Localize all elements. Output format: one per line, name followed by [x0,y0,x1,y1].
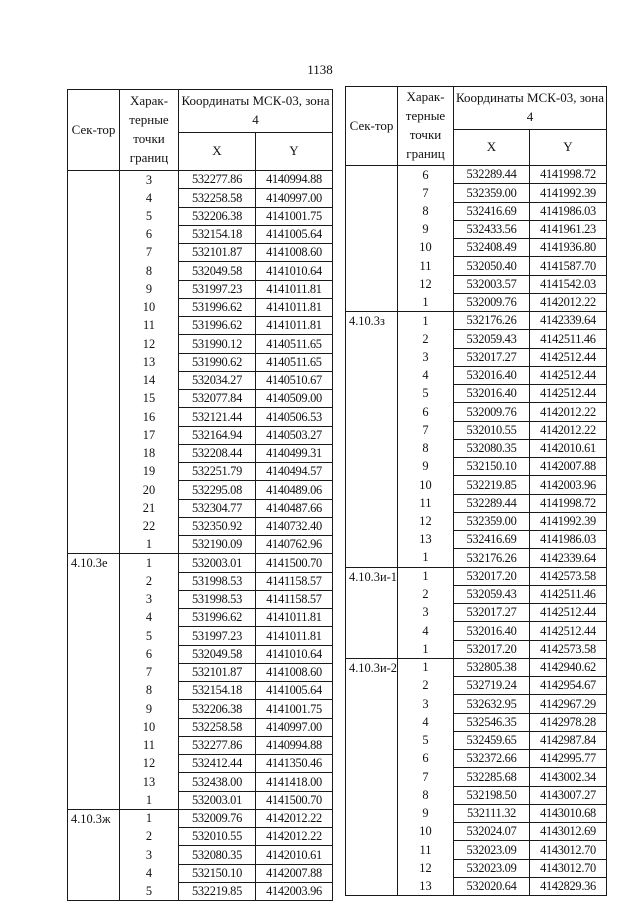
x-coordinate-cell: 532251.79 [179,463,256,481]
point-number-cell: 3 [120,171,179,189]
y-coordinate-cell: 4141011.81 [256,280,333,298]
x-coordinate-cell: 532034.27 [179,371,256,389]
point-number-cell: 3 [120,846,179,864]
point-number-cell: 9 [398,804,454,822]
y-coordinate-cell: 4141158.57 [256,572,333,590]
x-coordinate-cell: 532009.76 [454,293,530,311]
y-coordinate-cell: 4140511.65 [256,353,333,371]
x-coordinate-cell: 532016.40 [454,385,530,403]
x-coordinate-cell: 532277.86 [179,736,256,754]
y-coordinate-cell: 4141418.00 [256,773,333,791]
y-coordinate-cell: 4143012.70 [530,841,607,859]
table-row [346,567,607,585]
x-coordinate-cell: 532304.77 [179,499,256,517]
x-coordinate-cell: 532176.26 [454,312,530,330]
x-coordinate-cell: 532016.40 [454,622,530,640]
y-coordinate-cell: 4140506.53 [256,408,333,426]
point-number-cell: 1 [398,312,454,330]
y-coordinate-cell: 4141011.81 [256,627,333,645]
y-coordinate-cell: 4141542.03 [530,275,607,293]
y-coordinate-cell: 4142012.22 [256,828,333,846]
y-coordinate-cell: 4143012.69 [530,823,607,841]
x-coordinate-cell: 532154.18 [179,682,256,700]
x-coordinate-cell: 532219.85 [179,882,256,900]
point-number-cell: 2 [398,585,454,603]
y-coordinate-cell: 4141992.39 [530,512,607,530]
y-coordinate-cell: 4140510.67 [256,371,333,389]
x-coordinate-cell: 532289.44 [454,166,530,184]
y-coordinate-cell: 4141005.64 [256,225,333,243]
y-coordinate-cell: 4141936.80 [530,239,607,257]
y-coordinate-cell: 4142003.96 [256,882,333,900]
point-number-cell: 8 [398,202,454,220]
x-coordinate-cell: 532719.24 [454,677,530,695]
point-number-cell: 2 [120,828,179,846]
point-number-cell: 6 [120,225,179,243]
y-coordinate-cell: 4142339.64 [530,549,607,567]
point-number-cell: 11 [120,317,179,335]
x-coordinate-cell: 532017.27 [454,604,530,622]
point-number-cell: 1 [398,640,454,658]
x-coordinate-cell: 532017.20 [454,640,530,658]
point-number-cell: 17 [120,426,179,444]
point-number-cell: 2 [398,677,454,695]
y-coordinate-cell: 4142007.88 [530,458,607,476]
point-number-cell: 8 [120,262,179,280]
x-coordinate-cell: 532059.43 [454,585,530,603]
y-coordinate-cell: 4140994.88 [256,171,333,189]
y-coordinate-cell: 4140511.65 [256,335,333,353]
point-number-cell: 7 [120,244,179,262]
point-number-cell: 12 [120,755,179,773]
point-number-cell: 9 [398,458,454,476]
x-coordinate-cell: 532009.76 [454,403,530,421]
point-number-cell: 1 [120,791,179,809]
point-number-cell: 1 [120,536,179,554]
y-coordinate-cell: 4141986.03 [530,531,607,549]
x-coordinate-cell: 532805.38 [454,658,530,676]
point-number-cell: 12 [120,335,179,353]
x-coordinate-cell: 532546.35 [454,713,530,731]
x-coordinate-cell: 532164.94 [179,426,256,444]
x-coordinate-cell: 531996.62 [179,609,256,627]
point-number-cell: 22 [120,517,179,535]
y-coordinate-cell: 4143002.34 [530,768,607,786]
point-number-cell: 3 [398,604,454,622]
header-coordinates: Координаты МСК-03, зона 4 [179,90,333,133]
x-coordinate-cell: 531996.62 [179,298,256,316]
header-coordinates: Координаты МСК-03, зона 4 [454,87,607,130]
point-number-cell: 1 [398,567,454,585]
x-coordinate-cell: 532050.40 [454,257,530,275]
point-number-cell: 5 [120,627,179,645]
y-coordinate-cell: 4142012.22 [530,421,607,439]
x-coordinate-cell: 532176.26 [454,549,530,567]
x-coordinate-cell: 532408.49 [454,239,530,257]
x-coordinate-cell: 532372.66 [454,750,530,768]
header-y: Y [530,130,607,166]
y-coordinate-cell: 4141961.23 [530,220,607,238]
sector-cell [346,166,398,312]
x-coordinate-cell: 532350.92 [179,517,256,535]
x-coordinate-cell: 532077.84 [179,390,256,408]
point-number-cell: 7 [398,184,454,202]
x-coordinate-cell: 532150.10 [454,458,530,476]
y-coordinate-cell: 4141986.03 [530,202,607,220]
x-coordinate-cell: 532206.38 [179,207,256,225]
y-coordinate-cell: 4140997.00 [256,718,333,736]
point-number-cell: 12 [398,275,454,293]
x-coordinate-cell: 532154.18 [179,225,256,243]
x-coordinate-cell: 532121.44 [179,408,256,426]
x-coordinate-cell: 532258.58 [179,718,256,736]
x-coordinate-cell: 531998.53 [179,590,256,608]
y-coordinate-cell: 4141350.46 [256,755,333,773]
sector-cell: 4.10.3и-2 [346,658,398,895]
point-number-cell: 18 [120,444,179,462]
y-coordinate-cell: 4141011.81 [256,298,333,316]
y-coordinate-cell: 4140487.66 [256,499,333,517]
table-row [346,312,607,330]
point-number-cell: 10 [398,476,454,494]
x-coordinate-cell: 532111.32 [454,804,530,822]
x-coordinate-cell: 532208.44 [179,444,256,462]
y-coordinate-cell: 4141001.75 [256,207,333,225]
y-coordinate-cell: 4141010.64 [256,262,333,280]
y-coordinate-cell: 4142573.58 [530,640,607,658]
y-coordinate-cell: 4142511.46 [530,330,607,348]
point-number-cell: 9 [120,700,179,718]
y-coordinate-cell: 4141008.60 [256,244,333,262]
y-coordinate-cell: 4140994.88 [256,736,333,754]
x-coordinate-cell: 532016.40 [454,366,530,384]
sector-cell: 4.10.3и-1 [346,567,398,658]
x-coordinate-cell: 532289.44 [454,494,530,512]
point-number-cell: 12 [398,859,454,877]
point-number-cell: 4 [398,713,454,731]
y-coordinate-cell: 4142003.96 [530,476,607,494]
y-coordinate-cell: 4140762.96 [256,536,333,554]
point-number-cell: 5 [120,207,179,225]
x-coordinate-cell: 532433.56 [454,220,530,238]
x-coordinate-cell: 532258.58 [179,189,256,207]
x-coordinate-cell: 532206.38 [179,700,256,718]
point-number-cell: 1 [120,554,179,572]
point-number-cell: 5 [120,882,179,900]
y-coordinate-cell: 4141001.75 [256,700,333,718]
point-number-cell: 5 [398,385,454,403]
point-number-cell: 19 [120,463,179,481]
point-number-cell: 6 [398,166,454,184]
point-number-cell: 8 [120,682,179,700]
point-number-cell: 4 [398,622,454,640]
x-coordinate-cell: 532010.55 [179,828,256,846]
x-coordinate-cell: 532416.69 [454,202,530,220]
point-number-cell: 6 [398,403,454,421]
point-number-cell: 10 [398,239,454,257]
y-coordinate-cell: 4140732.40 [256,517,333,535]
x-coordinate-cell: 531998.53 [179,572,256,590]
y-coordinate-cell: 4141500.70 [256,554,333,572]
y-coordinate-cell: 4140489.06 [256,481,333,499]
y-coordinate-cell: 4140494.57 [256,463,333,481]
point-number-cell: 12 [398,512,454,530]
x-coordinate-cell: 532101.87 [179,244,256,262]
point-number-cell: 2 [398,330,454,348]
y-coordinate-cell: 4140503.27 [256,426,333,444]
table-row [346,658,607,676]
point-number-cell: 5 [398,731,454,749]
y-coordinate-cell: 4142978.28 [530,713,607,731]
point-number-cell: 10 [120,298,179,316]
table-row [346,166,607,184]
y-coordinate-cell: 4143010.68 [530,804,607,822]
y-coordinate-cell: 4142829.36 [530,877,607,895]
y-coordinate-cell: 4142512.44 [530,366,607,384]
y-coordinate-cell: 4142007.88 [256,864,333,882]
y-coordinate-cell: 4141008.60 [256,663,333,681]
x-coordinate-cell: 532150.10 [179,864,256,882]
point-number-cell: 13 [120,773,179,791]
x-coordinate-cell: 531997.23 [179,280,256,298]
x-coordinate-cell: 532009.76 [179,809,256,827]
y-coordinate-cell: 4141500.70 [256,791,333,809]
x-coordinate-cell: 532023.09 [454,841,530,859]
y-coordinate-cell: 4142954.67 [530,677,607,695]
x-coordinate-cell: 532632.95 [454,695,530,713]
point-number-cell: 4 [120,189,179,207]
y-coordinate-cell: 4142339.64 [530,312,607,330]
point-number-cell: 14 [120,371,179,389]
point-number-cell: 8 [398,439,454,457]
table-row [68,809,333,827]
y-coordinate-cell: 4142512.44 [530,348,607,366]
x-coordinate-cell: 532049.58 [179,262,256,280]
x-coordinate-cell: 532101.87 [179,663,256,681]
x-coordinate-cell: 531990.62 [179,353,256,371]
point-number-cell: 6 [398,750,454,768]
x-coordinate-cell: 532359.00 [454,184,530,202]
header-sector: Сек-тор [346,87,398,166]
x-coordinate-cell: 531996.62 [179,317,256,335]
point-number-cell: 13 [120,353,179,371]
point-number-cell: 4 [120,864,179,882]
point-number-cell: 1 [398,658,454,676]
point-number-cell: 16 [120,408,179,426]
x-coordinate-cell: 532277.86 [179,171,256,189]
point-number-cell: 8 [398,786,454,804]
coordinates-table-right [345,86,607,896]
point-number-cell: 11 [398,257,454,275]
point-number-cell: 10 [120,718,179,736]
x-coordinate-cell: 532219.85 [454,476,530,494]
point-number-cell: 15 [120,390,179,408]
point-number-cell: 7 [398,768,454,786]
sector-cell: 4.10.3е [68,554,120,810]
x-coordinate-cell: 532359.00 [454,512,530,530]
point-number-cell: 7 [398,421,454,439]
table-row [68,554,333,572]
x-coordinate-cell: 532459.65 [454,731,530,749]
point-number-cell: 4 [120,609,179,627]
point-number-cell: 11 [398,494,454,512]
x-coordinate-cell: 532010.55 [454,421,530,439]
point-number-cell: 21 [120,499,179,517]
coordinates-table-left [67,89,333,901]
y-coordinate-cell: 4142995.77 [530,750,607,768]
point-number-cell: 1 [398,549,454,567]
y-coordinate-cell: 4141998.72 [530,166,607,184]
point-number-cell: 13 [398,531,454,549]
point-number-cell: 2 [120,572,179,590]
table-row [68,171,333,189]
y-coordinate-cell: 4140499.31 [256,444,333,462]
point-number-cell: 13 [398,877,454,895]
y-coordinate-cell: 4142573.58 [530,567,607,585]
y-coordinate-cell: 4142512.44 [530,385,607,403]
y-coordinate-cell: 4141998.72 [530,494,607,512]
x-coordinate-cell: 532003.01 [179,554,256,572]
y-coordinate-cell: 4140997.00 [256,189,333,207]
y-coordinate-cell: 4141005.64 [256,682,333,700]
point-number-cell: 3 [398,695,454,713]
y-coordinate-cell: 4141011.81 [256,317,333,335]
point-number-cell: 11 [398,841,454,859]
y-coordinate-cell: 4142940.62 [530,658,607,676]
x-coordinate-cell: 532295.08 [179,481,256,499]
x-coordinate-cell: 532198.50 [454,786,530,804]
y-coordinate-cell: 4142511.46 [530,585,607,603]
y-coordinate-cell: 4141010.64 [256,645,333,663]
point-number-cell: 3 [120,590,179,608]
x-coordinate-cell: 531990.12 [179,335,256,353]
x-coordinate-cell: 532412.44 [179,755,256,773]
y-coordinate-cell: 4143007.27 [530,786,607,804]
x-coordinate-cell: 532003.01 [179,791,256,809]
y-coordinate-cell: 4141158.57 [256,590,333,608]
point-number-cell: 9 [398,220,454,238]
x-coordinate-cell: 532438.00 [179,773,256,791]
y-coordinate-cell: 4142512.44 [530,604,607,622]
header-x: X [454,130,530,166]
sector-cell: 4.10.3з [346,312,398,568]
x-coordinate-cell: 532285.68 [454,768,530,786]
x-coordinate-cell: 532049.58 [179,645,256,663]
x-coordinate-cell: 532416.69 [454,531,530,549]
point-number-cell: 20 [120,481,179,499]
x-coordinate-cell: 532017.20 [454,567,530,585]
point-number-cell: 6 [120,645,179,663]
y-coordinate-cell: 4142967.29 [530,695,607,713]
header-sector: Сек-тор [68,90,120,171]
sector-cell [68,171,120,554]
y-coordinate-cell: 4142012.22 [530,293,607,311]
point-number-cell: 9 [120,280,179,298]
x-coordinate-cell: 532020.64 [454,877,530,895]
point-number-cell: 4 [398,366,454,384]
y-coordinate-cell: 4141011.81 [256,609,333,627]
header-points: Харак-терные точки границ [120,90,179,171]
x-coordinate-cell: 532024.07 [454,823,530,841]
point-number-cell: 3 [398,348,454,366]
header-x: X [179,133,256,171]
point-number-cell: 1 [398,293,454,311]
y-coordinate-cell: 4142512.44 [530,622,607,640]
y-coordinate-cell: 4142012.22 [530,403,607,421]
y-coordinate-cell: 4141992.39 [530,184,607,202]
x-coordinate-cell: 532017.27 [454,348,530,366]
point-number-cell: 10 [398,823,454,841]
x-coordinate-cell: 532059.43 [454,330,530,348]
sector-cell: 4.10.3ж [68,809,120,900]
y-coordinate-cell: 4142012.22 [256,809,333,827]
point-number-cell: 11 [120,736,179,754]
y-coordinate-cell: 4143012.70 [530,859,607,877]
x-coordinate-cell: 532190.09 [179,536,256,554]
x-coordinate-cell: 532003.57 [454,275,530,293]
header-y: Y [256,133,333,171]
page-number: 1138 [307,62,333,77]
y-coordinate-cell: 4142010.61 [256,846,333,864]
x-coordinate-cell: 532080.35 [179,846,256,864]
header-points: Харак-терные точки границ [398,87,454,166]
y-coordinate-cell: 4140509.00 [256,390,333,408]
point-number-cell: 1 [120,809,179,827]
x-coordinate-cell: 532080.35 [454,439,530,457]
y-coordinate-cell: 4142987.84 [530,731,607,749]
point-number-cell: 7 [120,663,179,681]
y-coordinate-cell: 4141587.70 [530,257,607,275]
x-coordinate-cell: 532023.09 [454,859,530,877]
y-coordinate-cell: 4142010.61 [530,439,607,457]
x-coordinate-cell: 531997.23 [179,627,256,645]
